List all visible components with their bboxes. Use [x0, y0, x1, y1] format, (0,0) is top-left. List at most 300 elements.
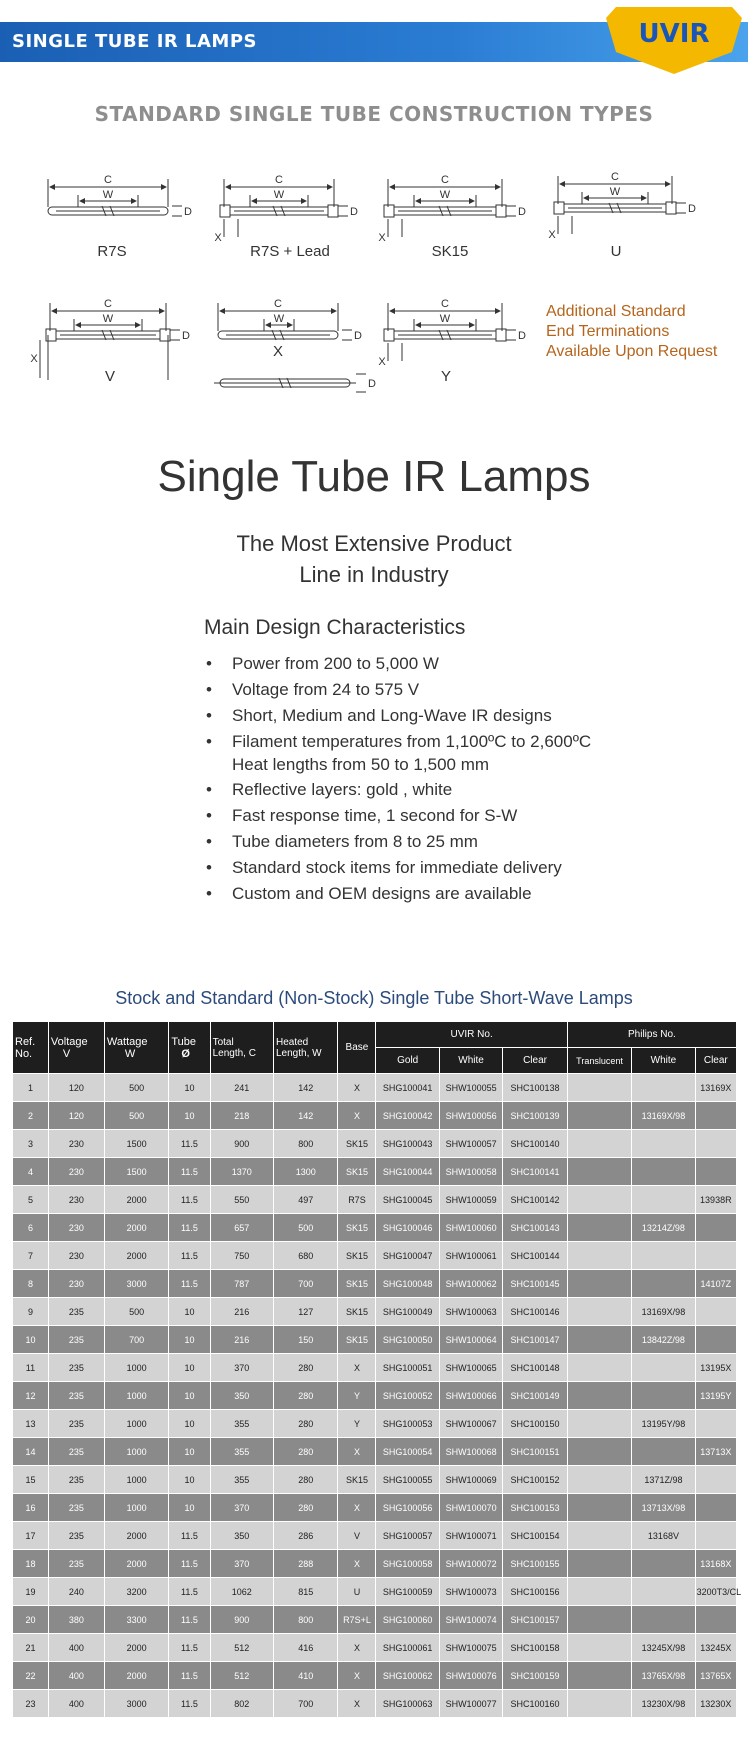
table-cell: 11.5: [169, 1270, 210, 1298]
table-cell: SHC100159: [503, 1662, 568, 1690]
table-cell: 218: [210, 1102, 273, 1130]
table-cell: SHC100156: [503, 1578, 568, 1606]
construction-type-label: V: [104, 368, 116, 385]
col-group-uvir: UVIR No.: [376, 1022, 567, 1048]
table-cell: SHG100043: [376, 1130, 439, 1158]
table-cell: 7: [13, 1242, 49, 1270]
table-cell: SHW100059: [439, 1186, 502, 1214]
table-cell: 235: [48, 1438, 104, 1466]
table-cell: X: [338, 1662, 376, 1690]
design-bullet: [204, 882, 532, 905]
table-cell: [632, 1550, 695, 1578]
table-cell: SHW100058: [439, 1158, 502, 1186]
table-cell: SHG100054: [376, 1438, 439, 1466]
col-group-philips: Philips No.: [567, 1022, 736, 1048]
dimension-label: X: [378, 356, 386, 368]
table-cell: 10: [169, 1298, 210, 1326]
table-cell: SHC100147: [503, 1326, 568, 1354]
table-cell: 10: [169, 1494, 210, 1522]
table-cell: [567, 1662, 631, 1690]
design-bullet: [204, 830, 478, 853]
table-cell: [632, 1438, 695, 1466]
table-cell: 1000: [104, 1354, 168, 1382]
table-cell: X: [338, 1634, 376, 1662]
bullet-dot: •: [206, 806, 212, 825]
table-cell: X: [338, 1354, 376, 1382]
table-row: [13, 1242, 737, 1270]
table-cell: [567, 1158, 631, 1186]
table-cell: [632, 1158, 695, 1186]
table-cell: SHW100055: [439, 1074, 502, 1102]
design-bullet-text: Heat lengths from 50 to 1,500 mm: [232, 755, 490, 774]
table-cell: 13713X/98: [632, 1494, 695, 1522]
table-cell: SHW100062: [439, 1270, 502, 1298]
table-cell: 216: [210, 1298, 273, 1326]
table-cell: 280: [273, 1466, 337, 1494]
table-cell: 120: [48, 1074, 104, 1102]
dimension-label: D: [688, 203, 696, 215]
table-cell: [567, 1102, 631, 1130]
table-row: [13, 1466, 737, 1494]
table-cell: [695, 1606, 736, 1634]
table-cell: R7S+L: [338, 1606, 376, 1634]
additional-terminations-note: [546, 302, 717, 362]
design-bullet: [204, 652, 439, 675]
table-cell: 13230X/98: [632, 1690, 695, 1718]
table-cell: SHC100144: [503, 1242, 568, 1270]
table-cell: [567, 1606, 631, 1634]
table-cell: [567, 1634, 631, 1662]
col-uvir-clear: Clear: [503, 1048, 568, 1074]
dimension-label: W: [439, 313, 451, 325]
dimension-label: C: [611, 171, 619, 183]
table-cell: 13713X: [695, 1438, 736, 1466]
lamp-table: [12, 1021, 742, 1718]
table-cell: 235: [48, 1382, 104, 1410]
table-row: [13, 1354, 737, 1382]
table-cell: [695, 1494, 736, 1522]
table-cell: SK15: [338, 1466, 376, 1494]
table-cell: [632, 1130, 695, 1158]
table-cell: SHC100142: [503, 1186, 568, 1214]
table-cell: 815: [273, 1578, 337, 1606]
bullet-dot: •: [206, 858, 212, 877]
table-cell: 230: [48, 1130, 104, 1158]
table-cell: SHW100075: [439, 1634, 502, 1662]
table-cell: [567, 1186, 631, 1214]
table-cell: 288: [273, 1550, 337, 1578]
table-cell: 16: [13, 1494, 49, 1522]
table-cell: 18: [13, 1550, 49, 1578]
table-cell: 2000: [104, 1634, 168, 1662]
table-cell: SHC100141: [503, 1158, 568, 1186]
additional-line: End Terminations: [546, 323, 670, 340]
table-cell: X: [338, 1438, 376, 1466]
table-cell: 355: [210, 1438, 273, 1466]
table-cell: 14: [13, 1438, 49, 1466]
table-row: [13, 1214, 737, 1242]
table-cell: SHG100062: [376, 1662, 439, 1690]
table-cell: 127: [273, 1298, 337, 1326]
table-cell: SHC100140: [503, 1130, 568, 1158]
subtitle: [0, 528, 748, 590]
dimension-label: D: [182, 330, 190, 342]
table-cell: 2000: [104, 1186, 168, 1214]
dimension-label: X: [214, 232, 222, 244]
table-cell: 11.5: [169, 1606, 210, 1634]
table-cell: 11.5: [169, 1242, 210, 1270]
table-cell: 280: [273, 1354, 337, 1382]
table-cell: X: [338, 1102, 376, 1130]
header-title: SINGLE TUBE IR LAMPS: [12, 31, 258, 52]
table-row: [13, 1074, 737, 1102]
table-cell: [695, 1130, 736, 1158]
table-cell: SHC100151: [503, 1438, 568, 1466]
table-cell: SHW100072: [439, 1550, 502, 1578]
table-cell: SHW100056: [439, 1102, 502, 1130]
table-cell: SHC100160: [503, 1690, 568, 1718]
design-bullet: [204, 704, 552, 727]
table-cell: 11.5: [169, 1522, 210, 1550]
table-cell: 13842Z/98: [632, 1326, 695, 1354]
table-cell: SHG100057: [376, 1522, 439, 1550]
dimension-label: W: [102, 313, 114, 325]
table-cell: 10: [169, 1326, 210, 1354]
table-cell: SHG100047: [376, 1242, 439, 1270]
table-cell: 500: [273, 1214, 337, 1242]
table-row: [13, 1494, 737, 1522]
table-cell: V: [338, 1522, 376, 1550]
design-heading: Main Design Characteristics: [204, 616, 466, 639]
table-cell: 900: [210, 1130, 273, 1158]
table-cell: 13245X/98: [632, 1634, 695, 1662]
table-cell: 11: [13, 1354, 49, 1382]
table-cell: SHC100146: [503, 1298, 568, 1326]
table-cell: 370: [210, 1494, 273, 1522]
table-cell: 12: [13, 1382, 49, 1410]
table-row: [13, 1606, 737, 1634]
table-cell: SHW100065: [439, 1354, 502, 1382]
table-cell: [567, 1074, 631, 1102]
table-cell: X: [338, 1074, 376, 1102]
table-cell: [632, 1242, 695, 1270]
table-cell: 11.5: [169, 1662, 210, 1690]
table-cell: 10: [169, 1466, 210, 1494]
table-cell: 5: [13, 1186, 49, 1214]
table-row: [13, 1298, 737, 1326]
table-row: [13, 1270, 737, 1298]
dimension-label: C: [275, 174, 283, 186]
table-cell: 700: [273, 1690, 337, 1718]
table-cell: 235: [48, 1522, 104, 1550]
table-cell: 142: [273, 1074, 337, 1102]
construction-type-label: X: [272, 343, 284, 360]
table-cell: 17: [13, 1522, 49, 1550]
table-cell: [632, 1074, 695, 1102]
table-cell: 230: [48, 1214, 104, 1242]
table-cell: SK15: [338, 1158, 376, 1186]
table-cell: 900: [210, 1606, 273, 1634]
table-cell: X: [338, 1494, 376, 1522]
table-cell: [632, 1270, 695, 1298]
table-cell: SHC100139: [503, 1102, 568, 1130]
dimension-label: D: [518, 206, 526, 218]
table-cell: SHG100058: [376, 1550, 439, 1578]
dimension-label: C: [441, 298, 449, 310]
table-cell: 802: [210, 1690, 273, 1718]
table-cell: SHC100148: [503, 1354, 568, 1382]
table-cell: 13245X: [695, 1634, 736, 1662]
table-cell: 11.5: [169, 1186, 210, 1214]
table-cell: 3000: [104, 1270, 168, 1298]
dimension-label: W: [609, 186, 621, 198]
subtitle-line: Line in Industry: [299, 562, 449, 587]
table-cell: SHG100060: [376, 1606, 439, 1634]
table-cell: [567, 1130, 631, 1158]
table-cell: 3300: [104, 1606, 168, 1634]
table-cell: SK15: [338, 1214, 376, 1242]
table-cell: SHG100053: [376, 1410, 439, 1438]
col-philips-white: White: [632, 1048, 695, 1074]
table-caption: Stock and Standard (Non-Stock) Single Tube Short-Wave Lamps: [115, 988, 633, 1008]
table-cell: SK15: [338, 1270, 376, 1298]
table-cell: 700: [273, 1270, 337, 1298]
table-cell: [632, 1354, 695, 1382]
table-cell: SHW100060: [439, 1214, 502, 1242]
table-cell: 2000: [104, 1214, 168, 1242]
table-cell: 13230X: [695, 1690, 736, 1718]
table-cell: SHW100074: [439, 1606, 502, 1634]
table-cell: [567, 1410, 631, 1438]
table-cell: 13765X/98: [632, 1662, 695, 1690]
dimension-label: C: [441, 174, 449, 186]
table-cell: 800: [273, 1606, 337, 1634]
table-cell: 1000: [104, 1466, 168, 1494]
table-cell: SHC100150: [503, 1410, 568, 1438]
table-cell: [695, 1298, 736, 1326]
table-cell: 11.5: [169, 1130, 210, 1158]
table-cell: SHC100158: [503, 1634, 568, 1662]
table-cell: SHG100050: [376, 1326, 439, 1354]
table-cell: [567, 1214, 631, 1242]
design-bullet-text: Custom and OEM designs are available: [232, 884, 532, 903]
table-cell: 235: [48, 1354, 104, 1382]
table-cell: SHW100070: [439, 1494, 502, 1522]
table-cell: 11.5: [169, 1690, 210, 1718]
table-cell: SK15: [338, 1242, 376, 1270]
table-row: [13, 1102, 737, 1130]
col-tube: Tube Ø: [169, 1022, 210, 1074]
table-cell: SHG100056: [376, 1494, 439, 1522]
table-cell: 22: [13, 1662, 49, 1690]
table-cell: 500: [104, 1298, 168, 1326]
table-cell: R7S: [338, 1186, 376, 1214]
col-base: Base: [338, 1022, 376, 1074]
dimension-label: D: [368, 378, 376, 390]
table-cell: 350: [210, 1522, 273, 1550]
table-cell: SHC100149: [503, 1382, 568, 1410]
col-philips-translucent: Translucent: [567, 1048, 631, 1074]
table-cell: 1500: [104, 1158, 168, 1186]
table-cell: [567, 1298, 631, 1326]
dimension-label: C: [274, 298, 282, 310]
table-cell: 370: [210, 1354, 273, 1382]
table-cell: 2000: [104, 1662, 168, 1690]
table-cell: [695, 1214, 736, 1242]
table-cell: SHC100155: [503, 1550, 568, 1578]
table-row: [13, 1158, 737, 1186]
table-cell: 500: [104, 1102, 168, 1130]
design-bullet: [204, 778, 452, 801]
table-cell: 355: [210, 1466, 273, 1494]
table-cell: SHW100067: [439, 1410, 502, 1438]
table-cell: 286: [273, 1522, 337, 1550]
table-cell: [695, 1466, 736, 1494]
table-cell: 410: [273, 1662, 337, 1690]
table-row: [13, 1522, 737, 1550]
design-bullet: [204, 804, 517, 827]
table-cell: [567, 1438, 631, 1466]
table-cell: 230: [48, 1242, 104, 1270]
design-bullet: [204, 856, 562, 879]
dimension-label: C: [104, 174, 112, 186]
bullet-dot: •: [206, 706, 212, 725]
dimension-label: X: [548, 229, 556, 241]
bullet-dot: •: [206, 654, 212, 673]
table-cell: 11.5: [169, 1158, 210, 1186]
dimension-label: W: [273, 189, 285, 201]
table-cell: SHC100157: [503, 1606, 568, 1634]
table-cell: 10: [169, 1410, 210, 1438]
table-cell: SHW100061: [439, 1242, 502, 1270]
design-bullet: [204, 678, 419, 701]
table-row: [13, 1634, 737, 1662]
table-row: [13, 1186, 737, 1214]
additional-line: Available Upon Request: [546, 343, 718, 360]
table-cell: 235: [48, 1550, 104, 1578]
table-cell: 235: [48, 1298, 104, 1326]
table-cell: 512: [210, 1634, 273, 1662]
uvir-logo: [606, 4, 742, 76]
table-cell: 241: [210, 1074, 273, 1102]
table-cell: [567, 1382, 631, 1410]
table-cell: [695, 1158, 736, 1186]
table-cell: 3200T3/CL: [695, 1578, 736, 1606]
dimension-label: W: [102, 189, 114, 201]
table-cell: 11.5: [169, 1634, 210, 1662]
table-cell: 10: [169, 1074, 210, 1102]
col-heated-length: Heated Length, W: [273, 1022, 337, 1074]
col-uvir-white: White: [439, 1048, 502, 1074]
table-cell: 13168X: [695, 1550, 736, 1578]
table-cell: SHW100073: [439, 1578, 502, 1606]
table-cell: SK15: [338, 1130, 376, 1158]
table-cell: X: [338, 1690, 376, 1718]
table-cell: 6: [13, 1214, 49, 1242]
table-cell: 230: [48, 1158, 104, 1186]
table-cell: [632, 1578, 695, 1606]
table-cell: U: [338, 1578, 376, 1606]
table-cell: 512: [210, 1662, 273, 1690]
construction-type-label: SK15: [431, 243, 469, 260]
table-cell: 230: [48, 1270, 104, 1298]
table-cell: SHW100071: [439, 1522, 502, 1550]
table-cell: 11.5: [169, 1214, 210, 1242]
table-cell: 1500: [104, 1130, 168, 1158]
table-cell: 2000: [104, 1242, 168, 1270]
table-cell: SHG100048: [376, 1270, 439, 1298]
table-cell: [695, 1522, 736, 1550]
table-cell: SHG100046: [376, 1214, 439, 1242]
table-cell: 400: [48, 1662, 104, 1690]
bullet-dot: •: [206, 884, 212, 903]
bullet-dot: •: [206, 732, 212, 751]
table-row: [13, 1662, 737, 1690]
table-cell: 2000: [104, 1550, 168, 1578]
design-bullet: [204, 730, 591, 776]
table-cell: SHW100064: [439, 1326, 502, 1354]
construction-type-label: R7S: [97, 243, 127, 260]
table-row: [13, 1130, 737, 1158]
table-cell: 23: [13, 1690, 49, 1718]
bullet-dot: •: [206, 832, 212, 851]
table-cell: SHG100063: [376, 1690, 439, 1718]
table-cell: 1371Z/98: [632, 1466, 695, 1494]
table-cell: 1300: [273, 1158, 337, 1186]
table-cell: Y: [338, 1382, 376, 1410]
table-cell: SHG100052: [376, 1382, 439, 1410]
construction-type-label: U: [610, 243, 622, 260]
table-cell: 10: [169, 1102, 210, 1130]
table-cell: 10: [169, 1382, 210, 1410]
table-cell: SHG100045: [376, 1186, 439, 1214]
table-cell: 370: [210, 1550, 273, 1578]
table-cell: [567, 1578, 631, 1606]
design-bullet-text: Fast response time, 1 second for S-W: [232, 806, 518, 825]
dimension-label: X: [30, 353, 38, 365]
construction-type-label: Y: [440, 368, 452, 385]
table-cell: SHC100145: [503, 1270, 568, 1298]
table-cell: 13938R: [695, 1186, 736, 1214]
table-cell: 2000: [104, 1522, 168, 1550]
table-cell: 15: [13, 1466, 49, 1494]
bullet-dot: •: [206, 780, 212, 799]
table-cell: 14107Z: [695, 1270, 736, 1298]
table-cell: 800: [273, 1130, 337, 1158]
table-cell: 1000: [104, 1382, 168, 1410]
table-cell: 700: [104, 1326, 168, 1354]
construction-title: STANDARD SINGLE TUBE CONSTRUCTION TYPES: [94, 102, 654, 126]
table-cell: 235: [48, 1494, 104, 1522]
table-cell: 750: [210, 1242, 273, 1270]
table-cell: 680: [273, 1242, 337, 1270]
table-cell: SK15: [338, 1298, 376, 1326]
table-cell: 1062: [210, 1578, 273, 1606]
table-cell: 120: [48, 1102, 104, 1130]
dimension-label: D: [350, 206, 358, 218]
table-cell: SHG100061: [376, 1634, 439, 1662]
table-cell: 787: [210, 1270, 273, 1298]
table-cell: 550: [210, 1186, 273, 1214]
table-cell: SHC100154: [503, 1522, 568, 1550]
design-bullet-text: Short, Medium and Long-Wave IR designs: [232, 706, 552, 725]
table-cell: 280: [273, 1494, 337, 1522]
table-cell: SHW100069: [439, 1466, 502, 1494]
table-cell: [695, 1410, 736, 1438]
table-cell: [695, 1242, 736, 1270]
table-cell: 20: [13, 1606, 49, 1634]
table-cell: 1370: [210, 1158, 273, 1186]
